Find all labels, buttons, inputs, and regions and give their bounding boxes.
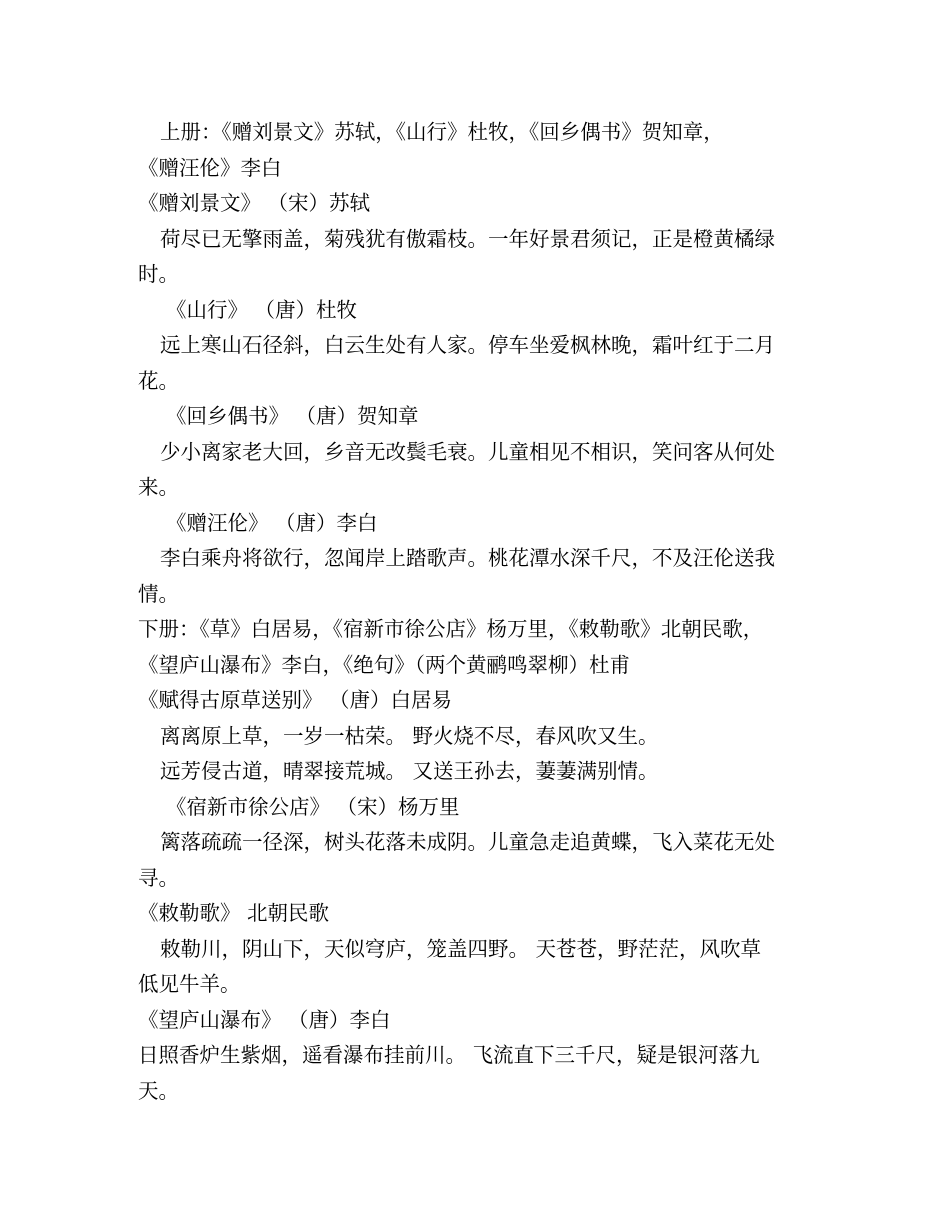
poem-text: 李白乘舟将欲行，忽闻岸上踏歌声。桃花潭水深千尺，不及汪伦送我	[160, 546, 775, 570]
poem-text: 远上寒山石径斜，白云生处有人家。停车坐爱枫林晚，霜叶红于二月	[160, 333, 775, 357]
volume-2-summary: 下册：《草》白居易，《宿新市徐公店》杨万里，《敕勒歌》北朝民歌，	[138, 617, 764, 641]
poem-text: 敕勒川，阴山下，天似穹庐，笼盖四野。 天苍苍，野茫茫，风吹草	[160, 936, 762, 961]
poem-text: 日照香炉生紫烟，遥看瀑布挂前川。 飞流直下三千尺，疑是银河落九	[138, 1043, 760, 1067]
poem-title-shan-xing: 《山行》 （唐）杜牧	[166, 297, 358, 322]
poem-title-chi-le-ge: 《敕勒歌》 北朝民歌	[138, 901, 330, 925]
poem-text-cont: 寻。	[138, 865, 179, 890]
poem-text: 少小离家老大回，乡音无改鬓毛衰。儿童相见不相识，笑问客从何处	[160, 439, 775, 464]
volume-2-summary-cont: 《望庐山瀑布》李白，《绝句》（两个黄鹂鸣翠柳）杜甫	[138, 652, 630, 677]
poem-text-cont: 时。	[138, 262, 179, 286]
poem-title-zeng-wang-lun: 《赠汪伦》 （唐）李白	[166, 510, 378, 535]
poem-text-cont: 低见牛羊。	[138, 972, 241, 996]
document-body	[138, 115, 828, 1109]
poem-text: 篱落疏疏一径深，树头花落未成阴。儿童急走追黄蝶，飞入菜花无处	[160, 830, 775, 854]
poem-title-hui-xiang-ou-shu: 《回乡偶书》 （唐）贺知章	[166, 404, 419, 428]
poem-text-cont: 花。	[138, 368, 179, 393]
poem-text-cont: 情。	[138, 581, 179, 606]
poem-title-zeng-liu-jingwen: 《赠刘景文》 （宋）苏轼	[138, 191, 371, 215]
poem-title-fu-de-gu-yuan-cao: 《赋得古原草送别》 （唐）白居易	[138, 688, 453, 712]
poem-text: 离离原上草，一岁一枯荣。 野火烧不尽，春风吹又生。	[160, 723, 659, 748]
poem-text-cont: 天。	[138, 1078, 179, 1103]
poem-title-wang-lushan-pubu: 《望庐山瀑布》 （唐）李白	[138, 1007, 391, 1032]
poem-text: 荷尽已无擎雨盖，菊残犹有傲霜枝。一年好景君须记，正是橙黄橘绿	[160, 226, 775, 251]
poem-text: 远芳侵古道，晴翠接荒城。 又送王孙去，萋萋满别情。	[160, 759, 659, 783]
volume-1-summary: 上册：《赠刘景文》苏轼，《山行》杜牧，《回乡偶书》贺知章，	[160, 120, 724, 144]
volume-1-summary-cont: 《赠汪伦》李白	[138, 155, 282, 180]
poem-title-su-xin-shi: 《宿新市徐公店》 （宋）杨万里	[166, 794, 460, 819]
poem-text-cont: 来。	[138, 475, 179, 499]
